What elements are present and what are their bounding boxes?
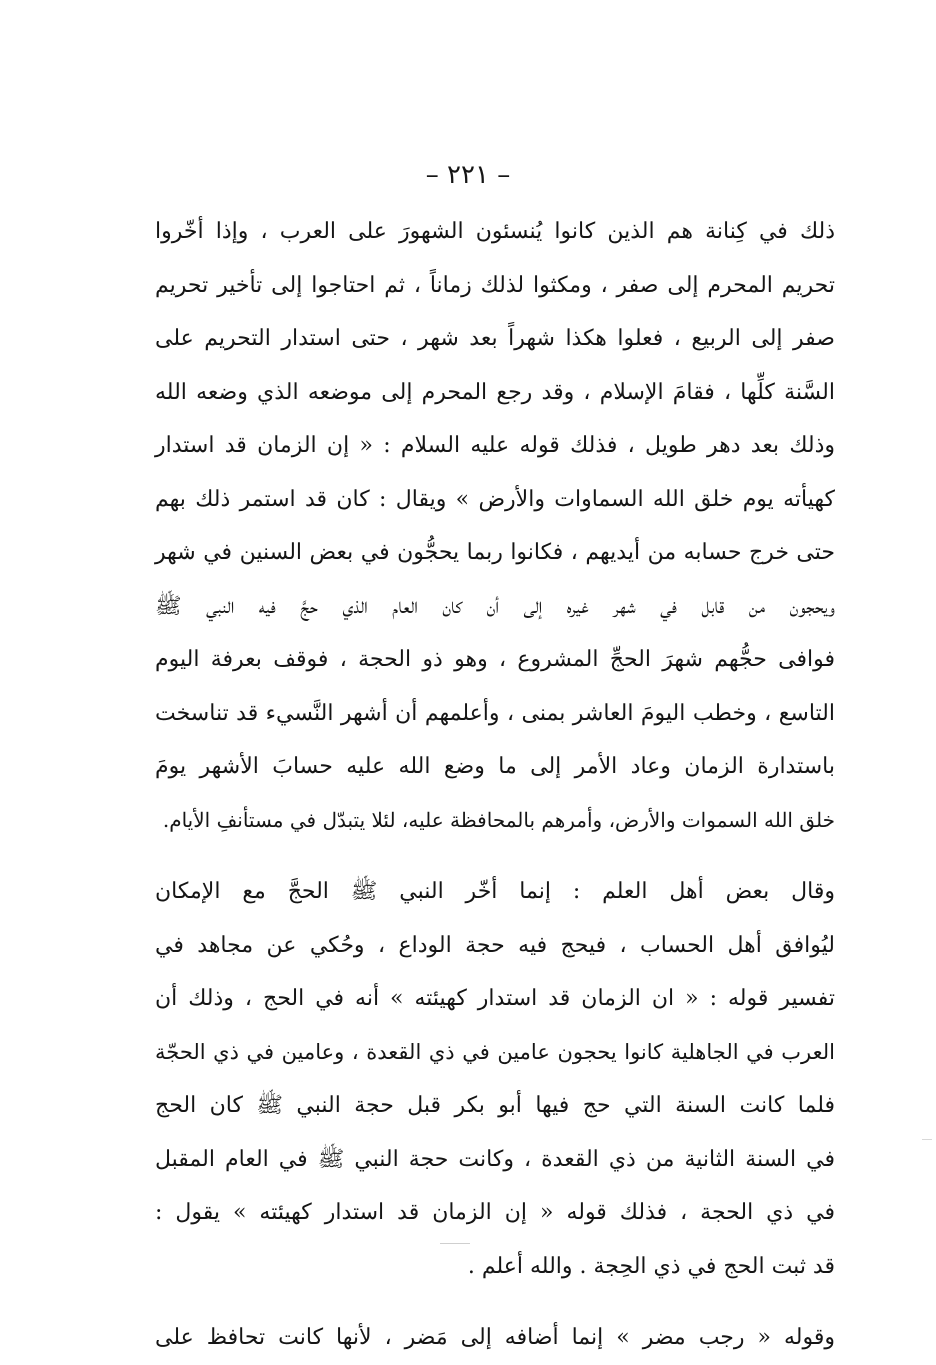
text-line: وقال بعض أهل العلم : إنما أخّر النبي ﷺ الحجَّ مع الإمكان	[155, 879, 835, 904]
text-line: ويحجون من قابل في شهر غيره إلى أن كان العام الذي حجَّ فيه النبي ﷺ	[155, 593, 835, 619]
paragraph-1	[155, 205, 835, 847]
text-line: العرب في الجاهلية كانوا يحجون عامين في ذي القعدة ، وعامين في ذي الحجّة	[155, 1039, 835, 1064]
text-line: السَّنة كلِّها ، فقامَ الإسلام ، وقد رجع المحرم إلى موضعه الذي وضعه الله	[155, 379, 835, 405]
scan-edge-mark	[922, 1139, 932, 1140]
text-line: في ذي الحجة ، فذلك قوله « إن الزمان قد استدار كهيئته » يقول :	[155, 1200, 835, 1225]
footer-divider	[440, 1243, 470, 1244]
text-line: التاسع ، وخطب اليومَ العاشر بمنى ، وأعلمهم أن أشهر النَّسيء قد تناسخت	[155, 700, 835, 726]
text-line: تفسير قوله : « ان الزمان قد استدار كهيئته » أنه في الحج ، وذلك أن	[155, 986, 835, 1011]
text-line: في السنة الثانية من ذي القعدة ، وكانت حجة النبي ﷺ في العام المقبل	[155, 1146, 835, 1172]
paragraph-2	[155, 865, 835, 1293]
text-line: فلما كانت السنة التي حج فيها أبو بكر قبل حجة النبي ﷺ كان الحج	[155, 1093, 835, 1118]
text-line: ليُوافق أهل الحساب ، فيحج فيه حجة الوداع ، وحُكي عن مجاهد في	[155, 932, 835, 958]
text-line: وذلك بعد دهر طويل ، فذلك قوله عليه السلام : « إن الزمان قد استدار	[155, 433, 835, 458]
text-line: فوافى حجُّهم شهرَ الحجِّ المشروع ، وهو ذو الحجة ، فوقف بعرفة اليوم	[155, 647, 835, 672]
text-line: كهيأته يوم خلق الله السماوات والأرض » ويقال : كان قد استمر ذلك بهم	[155, 486, 835, 512]
text-line: باستدارة الزمان وعاد الأمر إلى ما وضع الله عليه حسابَ الأشهر يومَ	[155, 754, 835, 779]
text-line: حتى خرج حسابه من أيديهم ، فكانوا ربما يحجُّون في بعض السنين في شهر	[155, 540, 835, 565]
page-number: – ٢٢١ –	[425, 160, 511, 190]
body-text	[155, 205, 835, 1365]
text-line: خلق الله السموات والأرض، وأمرهم بالمحافظة عليه، لئلا يتبدّل في مستأنفِ الأيام.	[162, 807, 835, 832]
text-line: ذلك في كِنانة هم الذين كانوا يُنسئون الشهورَ على العرب ، وإذا أخّروا	[155, 219, 835, 244]
text-line: قد ثبت الحج في ذي الحِجة . والله أعلم .	[467, 1253, 835, 1279]
text-line: صفر إلى الربيع ، فعلوا هكذا شهراً بعد شهر ، حتى استدار التحريم على	[155, 326, 835, 351]
text-line: تحريم المحرم إلى صفر ، ومكثوا لذلك زماناً ، ثم احتاجوا إلى تأخير تحريم	[155, 272, 835, 298]
paragraph-3	[155, 1311, 835, 1365]
text-line: وقوله « رجب مضر » إنما أضافه إلى مَضر ، لأنها كانت تحافظ على	[155, 1325, 835, 1350]
